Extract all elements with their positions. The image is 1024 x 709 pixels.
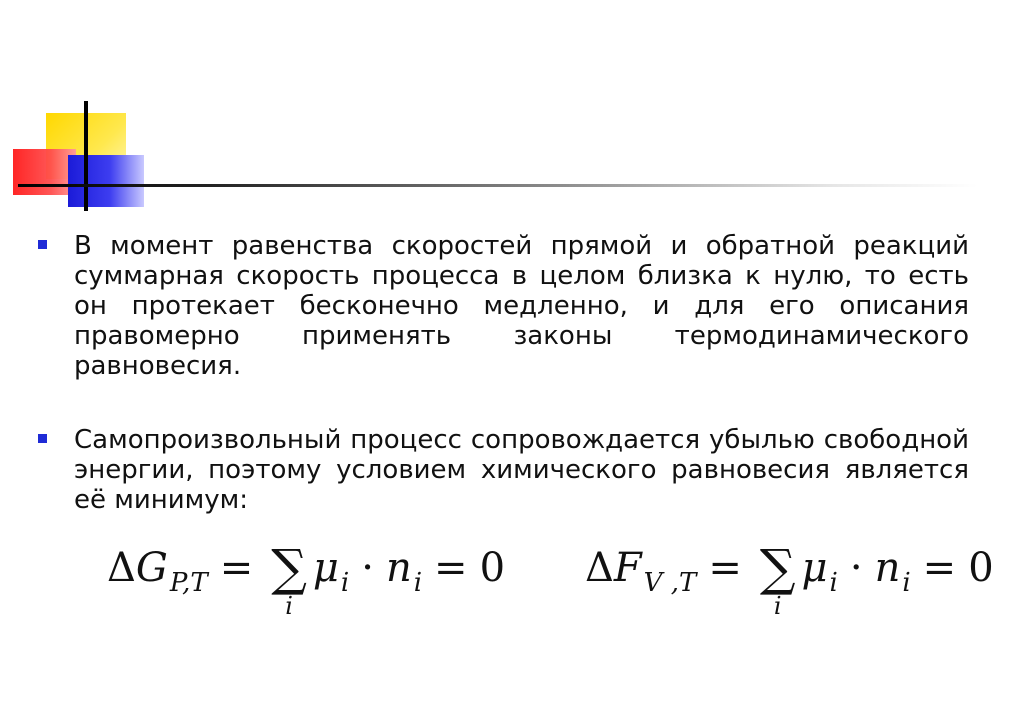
equals-sign: = <box>708 545 742 591</box>
title-divider <box>18 184 978 187</box>
formula-subscript: P,T <box>169 568 208 598</box>
bullet-square-icon <box>38 434 47 443</box>
mu-subscript: i <box>340 568 350 598</box>
formula-variable: G <box>135 545 168 591</box>
dot-operator: · <box>849 545 863 591</box>
equals-sign: = <box>219 545 254 591</box>
dot-operator: · <box>361 545 374 591</box>
equals-sign: = <box>922 545 957 591</box>
mu-subscript: i <box>829 568 838 598</box>
n-subscript: i <box>413 568 423 598</box>
logo-red-square <box>13 149 76 195</box>
zero: 0 <box>968 545 994 591</box>
formula-gibbs <box>107 539 506 620</box>
zero: 0 <box>479 545 506 591</box>
n-symbol: n <box>874 545 901 591</box>
n-subscript: i <box>902 568 911 598</box>
mu-symbol: μ <box>312 545 339 591</box>
formula-helmholtz <box>585 539 994 620</box>
bullet-text-2: Самопроизвольный процесс сопровождается убылью свободной энергии, поэтому условием химического равновесия является её минимум: <box>74 425 969 515</box>
n-symbol: n <box>385 545 412 591</box>
summation <box>759 539 796 620</box>
bullet-text-1: В момент равенства скоростей прямой и обратной реакций суммарная скорость процесса в целом близка к нулю, то есть он протекает бесконечно медленно, и для его описания правомерно применять законы термодинамического равновесия. <box>74 231 969 381</box>
delta-symbol: Δ <box>585 545 614 591</box>
bullet-square-icon <box>38 240 47 249</box>
sum-index: i <box>285 592 293 620</box>
formula-subscript: V ,T <box>643 568 697 598</box>
sum-index: i <box>773 592 782 620</box>
logo-vertical-line <box>84 101 88 211</box>
delta-symbol: Δ <box>107 545 136 591</box>
sum-symbol: ∑ <box>271 539 307 597</box>
summation <box>271 539 307 620</box>
mu-symbol: μ <box>801 545 828 591</box>
formula-variable: F <box>613 545 642 591</box>
logo-blue-square <box>68 155 144 207</box>
sum-symbol: ∑ <box>759 539 796 597</box>
equals-sign: = <box>434 545 468 591</box>
